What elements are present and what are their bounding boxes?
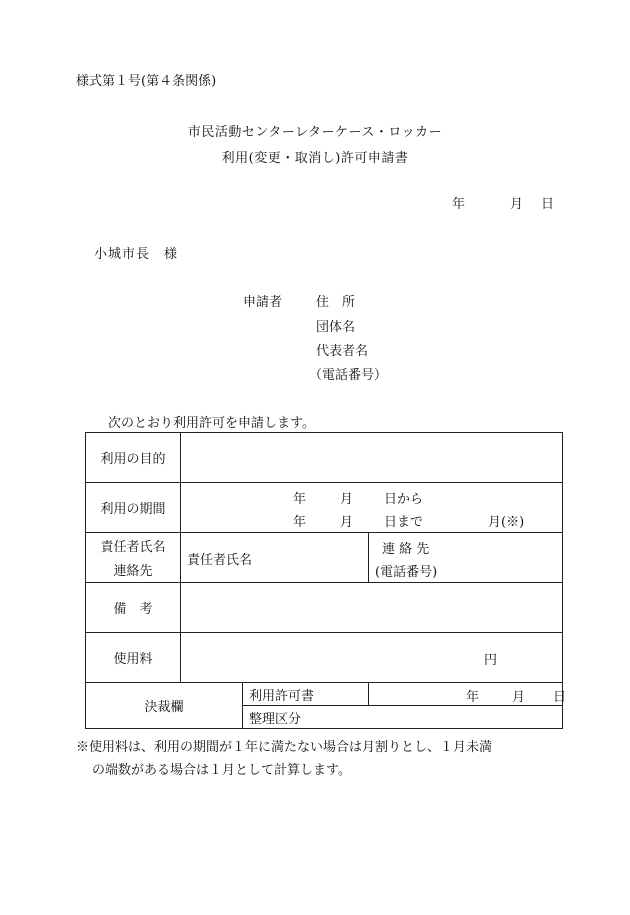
period-from-suffix: 日から [384,492,424,507]
responsible-label-name: 責任者氏名 [100,540,166,555]
form-title-line2: 利用(変更・取消し)許可申請書 [221,151,409,166]
permit-year: 年 [466,690,480,705]
period-row [86,483,563,533]
addressee: 小城市長 様 [94,247,179,262]
remarks-field[interactable] [181,583,563,633]
classification-label[interactable]: 整理区分 [243,706,563,729]
period-to-month: 月 [340,515,354,530]
applicant-representative-field[interactable]: 代表者名 [316,344,369,359]
fee-row [86,633,563,683]
application-table [85,432,567,729]
remarks-label: 備 考 [86,583,181,633]
form-title-line1: 市民活動センターレターケース・ロッカー [187,125,443,140]
period-from-year: 年 [293,492,307,507]
period-to-year: 年 [293,515,307,530]
responsible-contact-field[interactable] [369,533,563,583]
applicant-address-field[interactable]: 住 所 [316,295,356,310]
fee-field[interactable] [181,633,563,683]
fee-unit: 円 [484,653,498,668]
purpose-field[interactable] [181,433,563,483]
date-month-field[interactable]: 月 [510,197,524,212]
period-from-month: 月 [340,492,354,507]
responsible-label [86,533,181,583]
contact-phone-label: (電話番号) [375,565,438,580]
permit-label: 利用許可書 [243,683,369,706]
contact-label: 連 絡 先 [382,542,430,557]
fee-label: 使用料 [86,633,181,683]
date-year-field[interactable]: 年 [452,197,466,212]
period-months: 月(※) [488,515,525,530]
responsible-name-field[interactable] [181,533,369,583]
permit-date-field[interactable] [369,683,567,706]
responsible-row [86,533,563,583]
permit-month: 月 [512,690,526,705]
decision-row-permit [86,683,563,706]
period-label: 利用の期間 [86,483,181,533]
permit-day: 日 [553,690,567,705]
purpose-label: 利用の目的 [86,433,181,483]
note-line2: の端数がある場合は１月として計算します。 [92,763,351,778]
applicant-group-field[interactable]: 団体名 [316,320,356,335]
remarks-row [86,583,563,633]
intro-text: 次のとおり利用許可を申請します。 [108,416,315,431]
date-day-field[interactable]: 日 [541,197,555,212]
responsible-name-label: 責任者氏名 [187,553,253,568]
decision-label: 決裁欄 [86,683,243,729]
period-to-suffix: 日まで [384,515,424,530]
form-number: 様式第１号(第４条関係) [76,74,217,89]
note-line1: ※使用料は、利用の期間が１年に満たない場合は月割りとし、１月未満 [76,740,493,755]
responsible-label-contact: 連絡先 [113,564,153,579]
applicant-phone-field[interactable]: （電話番号） [309,368,388,383]
applicant-label: 申請者 [243,295,283,310]
period-field[interactable] [181,483,563,533]
purpose-row [86,433,563,483]
